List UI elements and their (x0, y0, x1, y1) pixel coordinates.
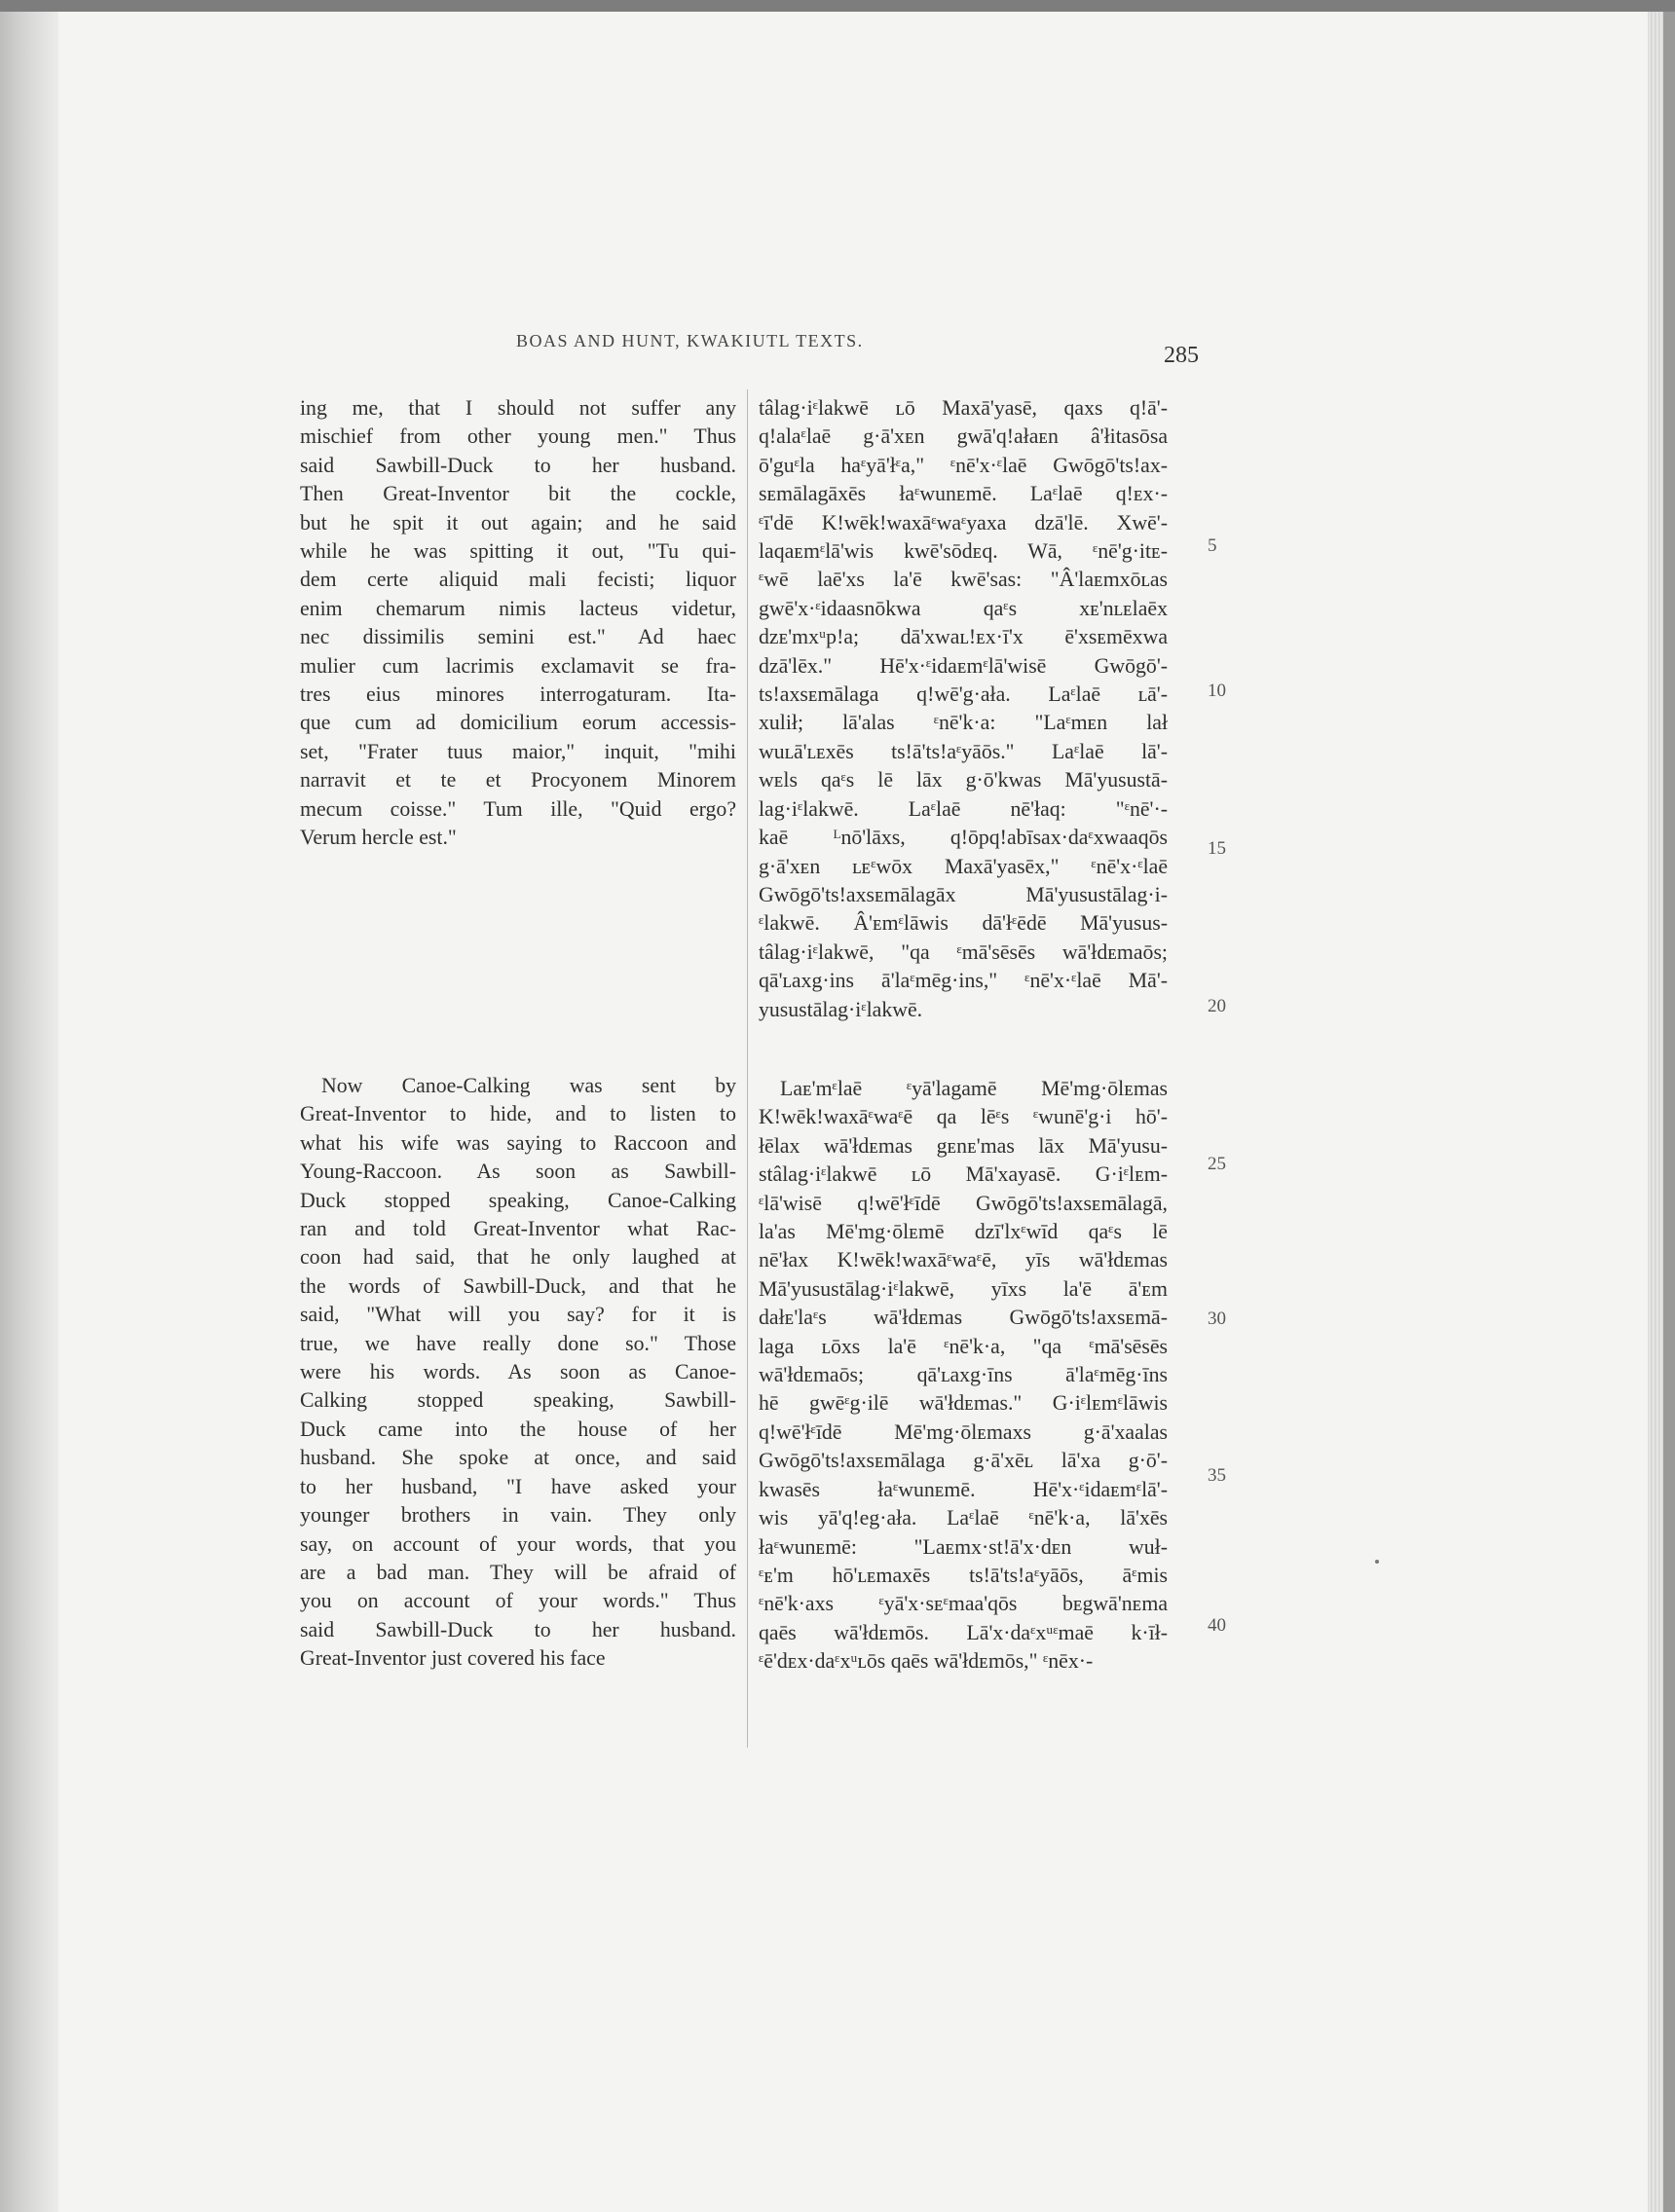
text-line: enim chemarum nimis lacteus videtur, (300, 596, 736, 620)
page-number: 285 (1164, 343, 1199, 368)
text-line: the words of Sawbill-Duck, and that he (300, 1273, 736, 1298)
text-line: yusustālag·iᵋlakwē. (759, 997, 923, 1021)
text-line: lag·iᵋlakwē. Laᵋlaē nē'łaq: "ᵋnē'·- (759, 796, 1168, 821)
text-line: ᵋlakwē. Â'ᴇmᵋlāwis dā'łᵋēdē Mā'yusus- (759, 911, 1168, 936)
text-line: dem certe aliquid mali fecisti; liquor (300, 568, 736, 592)
text-line: coon had said, that he only laughed at (300, 1245, 736, 1270)
text-line: ᵋnē'k·axs ᵋyā'x·sᴇᵋmaa'qōs bᴇgwā'nᴇma (759, 1592, 1168, 1616)
text-line: tâlag·iᵋlakwē, "qa ᵋmā'sēsēs wā'łdᴇmaōs; (759, 940, 1168, 964)
text-line: dzᴇ'mxᵘp!a; dā'xwaʟ!ᴇx·ī'x ē'xsᴇmēxwa (759, 625, 1168, 649)
text-line: mulier cum lacrimis exclamavit se fra- (300, 653, 736, 678)
text-line: q!alaᵋlaē g·ā'xᴇn gwā'q!ałaᴇn â'łitasōsa (759, 424, 1168, 449)
text-line: hē gwēᵋg·ilē wā'łdᴇmas." G·iᵋlᴇmᵋlāwis (759, 1391, 1168, 1416)
scan-top-border (0, 0, 1675, 12)
text-line: ts!axsᴇmālaga q!wē'g·ała. Laᵋlaē ʟā'- (759, 682, 1168, 707)
text-line: Great-Inventor just covered his face (300, 1646, 606, 1671)
text-line: said, "What will you say? for it is (300, 1303, 736, 1327)
text-line: ō'guᵋla haᵋyā'łᵋa," ᵋnē'x·ᵋlaē Gwōgō'ts!ax- (759, 453, 1168, 477)
kwakiutl-column-bottom (759, 1075, 1168, 1677)
text-line: Then Great-Inventor bit the cockle, (300, 482, 736, 506)
text-line: said Sawbill-Duck to her husband. (300, 1617, 736, 1641)
text-line: while he was spitting it out, "Tu qui- (300, 539, 736, 564)
english-column-top (300, 394, 736, 853)
text-line: to her husband, "I have asked your (300, 1474, 736, 1498)
text-line: Verum hercle est." (300, 826, 457, 850)
text-line: ᵋwē laē'xs la'ē kwē'sas: "Â'laᴇmxōʟas (759, 568, 1168, 592)
text-line: Duck stopped speaking, Canoe-Calking (300, 1188, 736, 1212)
book-binding-gutter (0, 12, 58, 2212)
text-line: set, "Frater tuus maior," inquit, "mihi (300, 739, 736, 763)
text-line: Duck came into the house of her (300, 1417, 736, 1441)
text-line: said Sawbill-Duck to her husband. (300, 453, 736, 477)
text-line: wis yā'q!eg·ała. Laᵋlaē ᵋnē'k·a, lā'xēs (759, 1506, 1168, 1530)
text-line: Great-Inventor to hide, and to listen to (300, 1102, 736, 1126)
text-line: K!wēk!waxāᵋwaᵋē qa lēᵋs ᵋwunē'g·i hō'- (759, 1105, 1168, 1129)
text-line: younger brothers in vain. They only (300, 1503, 736, 1528)
text-line: qā'ʟaxg·ins ā'laᵋmēg·ins," ᵋnē'x·ᵋlaē Mā'- (759, 969, 1168, 993)
line-number: 15 (1208, 838, 1226, 859)
text-line: łaᵋwunᴇmē: "Laᴇmx·st!ā'x·dᴇn wuł- (759, 1534, 1168, 1559)
text-line: but he spit it out again; and he said (300, 510, 736, 535)
text-line: g·ā'xᴇn ʟᴇᵋwōx Maxā'yasēx," ᵋnē'x·ᵋlaē (759, 854, 1168, 878)
text-line: tres eius minores interrogaturam. Ita- (300, 682, 736, 707)
text-line: Gwōgō'ts!axsᴇmālaga g·ā'xēʟ lā'xa g·ō'- (759, 1449, 1168, 1473)
text-line: ᵋᴇ'm hō'ʟᴇmaxēs ts!ā'ts!aᵋyāōs, āᵋmis (759, 1563, 1168, 1587)
text-line: nē'łax K!wēk!waxāᵋwaᵋē, yīs wā'łdᴇmas (759, 1248, 1168, 1272)
text-line: say, on account of your words, that you (300, 1531, 736, 1556)
text-line: Calking stopped speaking, Sawbill- (300, 1388, 736, 1413)
line-number: 25 (1208, 1154, 1226, 1174)
text-line: nec dissimilis semini est." Ad haec (300, 625, 736, 649)
text-line: narravit et te et Procyonem Minorem (300, 768, 736, 793)
text-line: laga ʟōxs la'ē ᵋnē'k·a, "qa ᵋmā'sēsēs (759, 1334, 1168, 1358)
text-line: wā'łdᴇmaōs; qā'ʟaxg·īns ā'laᵋmēg·īns (759, 1363, 1168, 1387)
text-line: Gwōgō'ts!axsᴇmālagāx Mā'yusustālag·i- (759, 882, 1168, 906)
text-line: qaēs wā'łdᴇmōs. Lā'x·daᵋxᵘᵋmaē k·īł- (759, 1620, 1168, 1644)
page-fore-edge-shadow (1663, 12, 1675, 2212)
text-line: sᴇmālagāxēs łaᵋwunᴇmē. Laᵋlaē q!ᴇx·- (759, 482, 1168, 506)
text-line: ing me, that I should not suffer any (300, 396, 736, 420)
text-line: mischief from other young men." Thus (300, 424, 736, 449)
text-line: what his wife was saying to Raccoon and (300, 1130, 736, 1155)
text-line: Laᴇ'mᵋlaē ᵋyā'lagamē Mē'mg·ōlᴇmas (780, 1077, 1168, 1100)
text-line: gwē'x·ᵋidaasnōkwa qaᵋs xᴇ'nʟᴇlaēx (759, 596, 1168, 620)
text-line: kaē ᴸnō'lāxs, q!ōpq!abīsax·daᵋxwaaqōs (759, 826, 1168, 850)
line-number: 20 (1208, 996, 1226, 1016)
text-line: wuʟā'ʟᴇxēs ts!ā'ts!aᵋyāōs." Laᵋlaē lā'- (759, 739, 1168, 763)
text-line: ᵋē'dᴇx·daᵋxᵘʟōs qaēs wā'łdᴇmōs," ᵋnēx·- (759, 1649, 1094, 1674)
line-number: 40 (1208, 1615, 1226, 1636)
line-number: 30 (1208, 1309, 1226, 1329)
column-divider (747, 389, 748, 1748)
text-line: Now Canoe-Calking was sent by (321, 1074, 736, 1097)
line-number: 35 (1208, 1465, 1226, 1486)
text-line: tâlag·iᵋlakwē ʟō Maxā'yasē, qaxs q!ā'- (759, 396, 1168, 420)
kwakiutl-column-top (759, 394, 1168, 1024)
text-line: husband. She spoke at once, and said (300, 1446, 736, 1470)
text-line: Mā'yusustālag·iᵋlakwē, yīxs la'ē ā'ᴇm (759, 1276, 1168, 1301)
text-line: ᵋī'dē K!wēk!waxāᵋwaᵋyaxa dzā'lē. Xwē'- (759, 510, 1168, 535)
text-line: dzā'lēx." Hē'x·ᵋidaᴇmᵋlā'wisē Gwōgō'- (759, 653, 1168, 678)
running-head: BOAS AND HUNT, KWAKIUTL TEXTS. (516, 331, 864, 350)
text-line: were his words. As soon as Canoe- (300, 1360, 736, 1384)
text-line: ran and told Great-Inventor what Rac- (300, 1217, 736, 1241)
text-line: laqaᴇmᵋlā'wis kwē'sōdᴇq. Wā, ᵋnē'g·itᴇ- (759, 539, 1168, 564)
text-line: q!wē'łᵋīdē Mē'mg·ōlᴇmaxs g·ā'xaalas (759, 1419, 1168, 1444)
text-line: łēlax wā'łdᴇmas gᴇnᴇ'mas lāx Mā'yusu- (759, 1133, 1168, 1158)
text-line: are a bad man. They will be afraid of (300, 1560, 736, 1584)
text-line: true, we have really done so." Those (300, 1331, 736, 1355)
text-line: mecum coisse." Tum ille, "Quid ergo? (300, 796, 736, 821)
line-number: 5 (1208, 535, 1217, 556)
text-line: xulił; lā'alas ᵋnē'k·a: "Laᵋmᴇn lał (759, 711, 1168, 735)
text-line: kwasēs łaᵋwunᴇmē. Hē'x·ᵋidaᴇmᵋlā'- (759, 1477, 1168, 1501)
text-line: Young-Raccoon. As soon as Sawbill- (300, 1160, 736, 1184)
text-line: que cum ad domicilium eorum accessis- (300, 711, 736, 735)
text-line: wᴇls qaᵋs lē lāx g·ō'kwas Mā'yusustā- (759, 768, 1168, 793)
paper-speck (1375, 1560, 1379, 1564)
text-line: ᵋlā'wisē q!wē'łᵋīdē Gwōgō'ts!axsᴇmālagā, (759, 1191, 1168, 1215)
text-line: la'as Mē'mg·ōlᴇmē dzī'lxᵋwīd qaᵋs lē (759, 1220, 1168, 1244)
line-number: 10 (1208, 681, 1226, 701)
text-line: you on account of your words." Thus (300, 1589, 736, 1613)
text-line: dałᴇ'laᵋs wā'łdᴇmas Gwōgō'ts!axsᴇmā- (759, 1306, 1168, 1330)
text-line: stâlag·iᵋlakwē ʟō Mā'xayasē. G·iᵋlᴇm- (759, 1162, 1168, 1187)
english-column-bottom (300, 1072, 736, 1674)
